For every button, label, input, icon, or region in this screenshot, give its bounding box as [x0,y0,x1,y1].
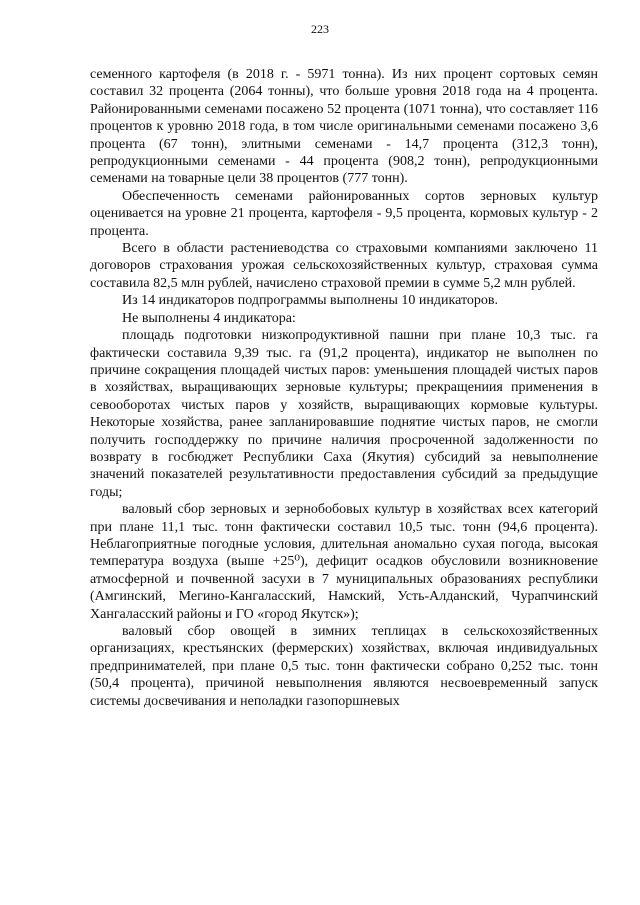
paragraph-indicators-unmet: Не выполнены 4 индикатора: [122,310,296,326]
paragraph-seed-supply: Обеспеченность семенами районированных сортов зерновых культур оценивается на уровне 21 процента, картофеля - 9,5 процента, кормовых культур - 2 процента. [90,188,598,239]
paragraph-arable-land: площадь подготовки низкопродуктивной пашни при плане 10,3 тыс. га фактически составила 9,39 тыс. га (91,2 процента), индикатор не выполнен по причине сокращения площадей чистых паров: уменьшения площадей чистых паров в хозяйствах, выращивающих зерновые культуры; прекращениия применения в севооборотах чистых паров у хозяйств, выращивающих кормовые культуры. Некоторые хозяйства, ранее запланировавшие поднятие чистых паров, не смогли получить господдержку по причине наличия просроченной задолженности по возврату в госбюджет Республики Саха (Якутия) субсидий за невыполнение значений показателей результативности предоставления субсидий за предыдущие годы; [90,328,598,500]
paragraph-seed-potato: семенного картофеля (в 2018 г. - 5971 тонна). Из них процент сортовых семян составил 32 процента (2064 тонны), что больше уровня 2018 года на 4 процента. Районированными семенами посажено 52 процента (1071 тонна), что составляет 116 процентов к уровню 2018 года, в том числе оригинальными семенами посажено 3,6 процента (67 тонн), элитными семенами - 14,7 процента (312,3 тонн), репродукционными семенами - 44 процента (908,2 тонн), репродукционными семенами на товарные цели 38 процентов (777 тонн). [90,67,598,187]
paragraph-indicators-met: Из 14 индикаторов подпрограммы выполнены 10 индикаторов. [122,293,499,309]
paragraph-insurance: Всего в области растениеводства со страховыми компаниями заключено 11 договоров страхования урожая сельскохозяйственных культур, страховая сумма составила 82,5 млн рублей, начислено страховой премии в сумме 5,2 млн рублей. [90,241,598,291]
document-body [90,66,598,710]
paragraph-greenhouse-vegetables: валовый сбор овощей в зимних теплицах в сельскохозяйственных организациях, крестьянских (фермерских) хозяйствах, включая индивидуальных предпринимателей, при плане 0,5 тыс. тонн фактически собрано 0,252 тыс. тонн (50,4 процента), причиной невыполнения являются несвоевременный запуск системы досвечивания и неполадки газопоршневых [90,624,598,709]
page-number: 223 [311,22,329,36]
paragraph-grain-harvest: валовый сбор зерновых и зернобобовых культур в хозяйствах всех категорий при плане 11,1 тыс. тонн фактически составил 10,5 тыс. тонн (94,6 процента). Неблагоприятные погодные условия, длительная аномально сухая погода, высокая температура воздуха (выше +25⁰), дефицит осадков обусловили возникновение атмосферной и почвенной засухи в 7 муниципальных образованиях республики (Амгинский, Мегино-Кангаласский, Намский, Усть-Алданский, Чурапчинский Хангаласский районы и ГО «город Якутск»); [90,502,598,622]
